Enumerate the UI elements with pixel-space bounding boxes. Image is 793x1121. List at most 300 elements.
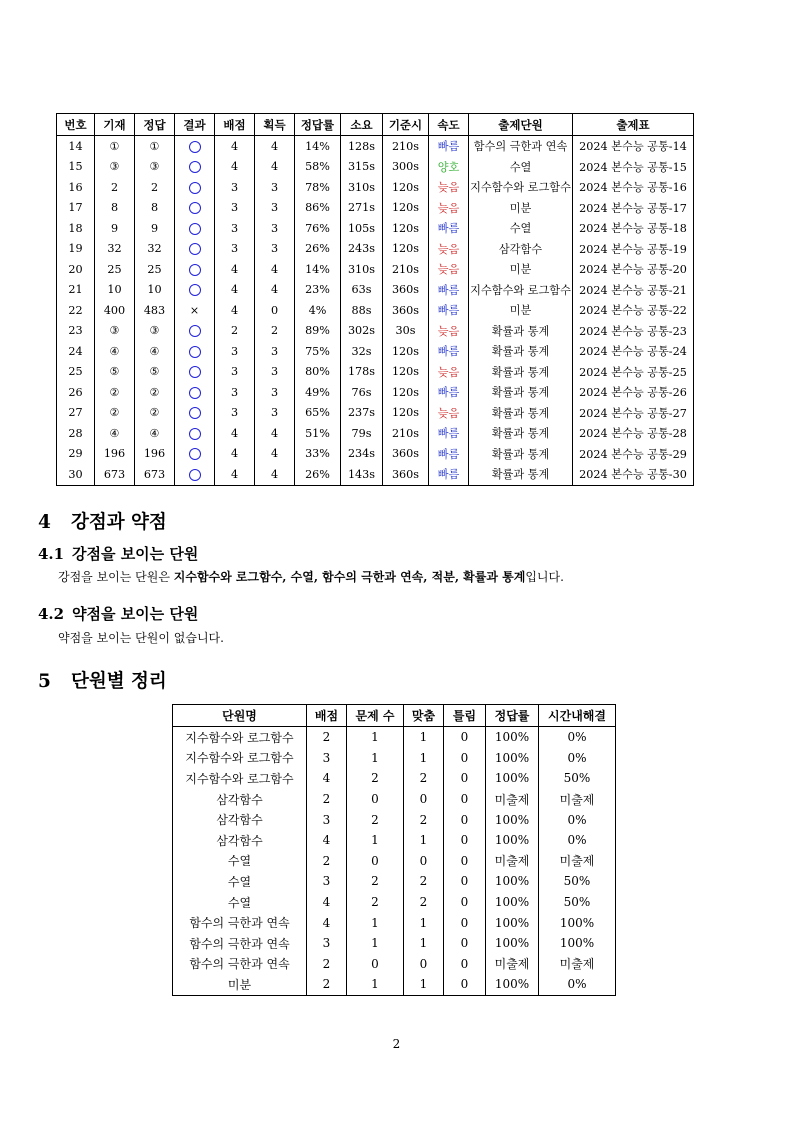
correct-answer: 10 <box>135 280 175 301</box>
points: 4 <box>215 280 255 301</box>
correct-answer: 32 <box>135 239 175 260</box>
correct-circle-icon <box>189 346 201 358</box>
unit-name: 지수함수와 로그함수 <box>173 727 307 748</box>
earned-points: 2 <box>255 321 295 342</box>
time-spent: 76s <box>341 382 383 403</box>
base-time: 210s <box>383 423 429 444</box>
correct-circle-icon <box>189 182 201 194</box>
subsection-number: 4.1 <box>38 545 65 563</box>
time-spent: 88s <box>341 300 383 321</box>
section-5-heading <box>38 667 167 693</box>
problem-number: 17 <box>57 198 95 219</box>
correct-rate: 100% <box>486 871 539 892</box>
unit-name: 확률과 통계 <box>469 341 573 362</box>
question-count: 0 <box>347 789 404 810</box>
result-mark <box>175 136 215 157</box>
source-label: 2024 본수능 공통-15 <box>573 157 694 178</box>
problem-number: 14 <box>57 136 95 157</box>
base-time: 30s <box>383 321 429 342</box>
result-mark <box>175 341 215 362</box>
correct-count: 0 <box>404 954 444 975</box>
wrong-count: 0 <box>444 789 486 810</box>
source-label: 2024 본수능 공통-20 <box>573 259 694 280</box>
points: 3 <box>215 177 255 198</box>
header-cell: 단원명 <box>173 705 307 727</box>
correct-rate: 76% <box>295 218 341 239</box>
problem-number: 30 <box>57 464 95 485</box>
unit-name: 수열 <box>173 851 307 872</box>
problem-number: 23 <box>57 321 95 342</box>
unit-name: 확률과 통계 <box>469 423 573 444</box>
header-cell: 결과 <box>175 114 215 136</box>
time-spent: 63s <box>341 280 383 301</box>
correct-count: 1 <box>404 830 444 851</box>
correct-circle-icon <box>189 141 201 153</box>
in-time-rate: 0% <box>539 748 616 769</box>
points: 2 <box>307 851 347 872</box>
correct-count: 1 <box>404 912 444 933</box>
unit-name: 확률과 통계 <box>469 382 573 403</box>
correct-rate: 100% <box>486 974 539 995</box>
unit-name: 수열 <box>469 218 573 239</box>
speed-label: 늦음 <box>429 321 469 342</box>
correct-circle-icon <box>189 223 201 235</box>
points: 3 <box>215 239 255 260</box>
result-mark <box>175 280 215 301</box>
result-mark <box>175 464 215 485</box>
correct-rate: 51% <box>295 423 341 444</box>
written-answer: ② <box>95 382 135 403</box>
unit-name: 미분 <box>469 198 573 219</box>
base-time: 360s <box>383 300 429 321</box>
header-cell: 출제단원 <box>469 114 573 136</box>
section-title: 단원별 정리 <box>71 671 167 692</box>
speed-label: 빠름 <box>429 423 469 444</box>
units-header-row <box>173 705 616 727</box>
correct-circle-icon <box>189 469 201 481</box>
section-number: 5 <box>38 671 51 692</box>
time-spent: 143s <box>341 464 383 485</box>
unit-name: 확률과 통계 <box>469 362 573 383</box>
table-row <box>173 768 616 789</box>
correct-answer: 8 <box>135 198 175 219</box>
wrong-count: 0 <box>444 768 486 789</box>
question-count: 2 <box>347 871 404 892</box>
source-label: 2024 본수능 공통-26 <box>573 382 694 403</box>
result-mark <box>175 259 215 280</box>
correct-rate: 58% <box>295 157 341 178</box>
in-time-rate: 0% <box>539 727 616 748</box>
earned-points: 3 <box>255 218 295 239</box>
table-row <box>173 809 616 830</box>
written-answer: ④ <box>95 341 135 362</box>
correct-rate: 미출제 <box>486 954 539 975</box>
page-number: 2 <box>392 1037 401 1051</box>
section-title: 강점과 약점 <box>71 512 167 533</box>
correct-count: 2 <box>404 892 444 913</box>
header-cell: 번호 <box>57 114 95 136</box>
base-time: 120s <box>383 218 429 239</box>
points: 2 <box>215 321 255 342</box>
result-mark <box>175 362 215 383</box>
time-spent: 271s <box>341 198 383 219</box>
header-cell: 배점 <box>307 705 347 727</box>
correct-rate: 100% <box>486 748 539 769</box>
earned-points: 3 <box>255 382 295 403</box>
table-row <box>57 259 694 280</box>
correct-rate: 86% <box>295 198 341 219</box>
unit-name: 지수함수와 로그함수 <box>173 748 307 769</box>
correct-answer: 25 <box>135 259 175 280</box>
table-row <box>57 157 694 178</box>
header-cell: 시간내해결 <box>539 705 616 727</box>
time-spent: 302s <box>341 321 383 342</box>
correct-circle-icon <box>189 407 201 419</box>
problem-number: 16 <box>57 177 95 198</box>
source-label: 2024 본수능 공통-23 <box>573 321 694 342</box>
points: 4 <box>307 892 347 913</box>
in-time-rate: 0% <box>539 830 616 851</box>
written-answer: 2 <box>95 177 135 198</box>
base-time: 360s <box>383 280 429 301</box>
question-count: 1 <box>347 974 404 995</box>
table-row <box>57 403 694 424</box>
source-label: 2024 본수능 공통-30 <box>573 464 694 485</box>
correct-answer: ① <box>135 136 175 157</box>
correct-answer: 196 <box>135 444 175 465</box>
speed-label: 빠름 <box>429 444 469 465</box>
points: 4 <box>215 300 255 321</box>
unit-name: 확률과 통계 <box>469 444 573 465</box>
question-count: 1 <box>347 912 404 933</box>
correct-answer: ⑤ <box>135 362 175 383</box>
earned-points: 3 <box>255 177 295 198</box>
correct-rate: 100% <box>486 933 539 954</box>
correct-circle-icon <box>189 284 201 296</box>
correct-circle-icon <box>189 448 201 460</box>
base-time: 120s <box>383 177 429 198</box>
result-mark <box>175 423 215 444</box>
points: 4 <box>215 423 255 444</box>
correct-circle-icon <box>189 428 201 440</box>
correct-rate: 49% <box>295 382 341 403</box>
correct-rate: 33% <box>295 444 341 465</box>
time-spent: 234s <box>341 444 383 465</box>
wrong-count: 0 <box>444 912 486 933</box>
time-spent: 310s <box>341 259 383 280</box>
correct-answer: ④ <box>135 423 175 444</box>
question-count: 1 <box>347 748 404 769</box>
in-time-rate: 미출제 <box>539 789 616 810</box>
problem-number: 21 <box>57 280 95 301</box>
question-count: 1 <box>347 933 404 954</box>
in-time-rate: 50% <box>539 768 616 789</box>
unit-name: 지수함수와 로그함수 <box>173 768 307 789</box>
units-summary-table <box>172 704 616 996</box>
correct-rate: 80% <box>295 362 341 383</box>
correct-count: 0 <box>404 851 444 872</box>
strengths-paragraph <box>58 568 564 585</box>
strengths-prefix: 강점을 보이는 단원은 <box>58 570 174 584</box>
points: 2 <box>307 789 347 810</box>
unit-name: 확률과 통계 <box>469 403 573 424</box>
table-row <box>173 933 616 954</box>
table-row <box>173 871 616 892</box>
written-answer: ④ <box>95 423 135 444</box>
table-row <box>57 423 694 444</box>
result-mark <box>175 321 215 342</box>
points: 4 <box>307 830 347 851</box>
results-table <box>56 113 694 486</box>
unit-name: 함수의 극한과 연속 <box>469 136 573 157</box>
header-cell: 문제 수 <box>347 705 404 727</box>
table-row <box>57 444 694 465</box>
correct-circle-icon <box>189 264 201 276</box>
unit-name: 함수의 극한과 연속 <box>173 954 307 975</box>
points: 3 <box>215 403 255 424</box>
written-answer: ② <box>95 403 135 424</box>
written-answer: ① <box>95 136 135 157</box>
header-cell: 정답률 <box>486 705 539 727</box>
speed-label: 늦음 <box>429 403 469 424</box>
header-cell: 맞춤 <box>404 705 444 727</box>
speed-label: 빠름 <box>429 218 469 239</box>
problem-number: 18 <box>57 218 95 239</box>
source-label: 2024 본수능 공통-17 <box>573 198 694 219</box>
time-spent: 243s <box>341 239 383 260</box>
speed-label: 빠름 <box>429 464 469 485</box>
result-mark <box>175 382 215 403</box>
written-answer: ③ <box>95 321 135 342</box>
problem-number: 19 <box>57 239 95 260</box>
section-number: 4 <box>38 512 51 533</box>
in-time-rate: 50% <box>539 892 616 913</box>
points: 4 <box>215 136 255 157</box>
table-row <box>173 954 616 975</box>
unit-name: 미분 <box>173 974 307 995</box>
correct-rate: 23% <box>295 280 341 301</box>
wrong-count: 0 <box>444 954 486 975</box>
speed-label: 늦음 <box>429 362 469 383</box>
time-spent: 237s <box>341 403 383 424</box>
base-time: 120s <box>383 382 429 403</box>
table-row <box>173 748 616 769</box>
written-answer: 9 <box>95 218 135 239</box>
table-row <box>173 974 616 995</box>
header-cell: 정답 <box>135 114 175 136</box>
time-spent: 178s <box>341 362 383 383</box>
table-row <box>57 198 694 219</box>
source-label: 2024 본수능 공통-24 <box>573 341 694 362</box>
written-answer: 8 <box>95 198 135 219</box>
unit-name: 삼각함수 <box>173 830 307 851</box>
wrong-count: 0 <box>444 830 486 851</box>
header-cell: 속도 <box>429 114 469 136</box>
source-label: 2024 본수능 공통-27 <box>573 403 694 424</box>
points: 3 <box>215 198 255 219</box>
unit-name: 미분 <box>469 259 573 280</box>
points: 3 <box>215 382 255 403</box>
correct-circle-icon <box>189 161 201 173</box>
earned-points: 4 <box>255 136 295 157</box>
unit-name: 함수의 극한과 연속 <box>173 912 307 933</box>
base-time: 120s <box>383 362 429 383</box>
source-label: 2024 본수능 공통-25 <box>573 362 694 383</box>
base-time: 120s <box>383 341 429 362</box>
correct-rate: 미출제 <box>486 789 539 810</box>
unit-name: 확률과 통계 <box>469 464 573 485</box>
unit-name: 삼각함수 <box>173 789 307 810</box>
time-spent: 310s <box>341 177 383 198</box>
unit-name: 확률과 통계 <box>469 321 573 342</box>
strengths-suffix: 입니다. <box>525 570 564 584</box>
problem-number: 29 <box>57 444 95 465</box>
header-cell: 출제표 <box>573 114 694 136</box>
earned-points: 3 <box>255 198 295 219</box>
table-row <box>57 464 694 485</box>
table-row <box>57 382 694 403</box>
subsection-4-2-heading <box>38 603 198 624</box>
earned-points: 4 <box>255 259 295 280</box>
correct-count: 2 <box>404 871 444 892</box>
correct-rate: 14% <box>295 136 341 157</box>
correct-count: 2 <box>404 809 444 830</box>
problem-number: 27 <box>57 403 95 424</box>
base-time: 210s <box>383 136 429 157</box>
correct-rate: 26% <box>295 464 341 485</box>
written-answer: 25 <box>95 259 135 280</box>
header-cell: 획득 <box>255 114 295 136</box>
source-label: 2024 본수능 공통-16 <box>573 177 694 198</box>
correct-answer: 483 <box>135 300 175 321</box>
points: 4 <box>307 912 347 933</box>
source-label: 2024 본수능 공통-19 <box>573 239 694 260</box>
correct-rate: 75% <box>295 341 341 362</box>
speed-label: 늦음 <box>429 259 469 280</box>
time-spent: 79s <box>341 423 383 444</box>
table-row <box>173 789 616 810</box>
wrong-cross-icon: × <box>189 303 200 317</box>
points: 3 <box>307 933 347 954</box>
points: 4 <box>307 768 347 789</box>
in-time-rate: 0% <box>539 974 616 995</box>
result-mark <box>175 403 215 424</box>
in-time-rate: 100% <box>539 933 616 954</box>
speed-label: 빠름 <box>429 280 469 301</box>
earned-points: 0 <box>255 300 295 321</box>
unit-name: 함수의 극한과 연속 <box>173 933 307 954</box>
correct-rate: 78% <box>295 177 341 198</box>
written-answer: ③ <box>95 157 135 178</box>
subsection-4-1-heading <box>38 543 198 564</box>
source-label: 2024 본수능 공통-22 <box>573 300 694 321</box>
source-label: 2024 본수능 공통-18 <box>573 218 694 239</box>
table-row <box>57 321 694 342</box>
problem-number: 20 <box>57 259 95 280</box>
problem-number: 24 <box>57 341 95 362</box>
speed-label: 늦음 <box>429 198 469 219</box>
correct-count: 2 <box>404 768 444 789</box>
source-label: 2024 본수능 공통-28 <box>573 423 694 444</box>
correct-rate: 100% <box>486 830 539 851</box>
points: 3 <box>215 218 255 239</box>
subsection-title: 강점을 보이는 단원 <box>72 545 199 563</box>
result-mark <box>175 218 215 239</box>
points: 3 <box>215 341 255 362</box>
units-body <box>173 727 616 996</box>
wrong-count: 0 <box>444 892 486 913</box>
earned-points: 4 <box>255 157 295 178</box>
base-time: 360s <box>383 444 429 465</box>
unit-name: 수열 <box>173 871 307 892</box>
result-mark <box>175 198 215 219</box>
points: 4 <box>215 464 255 485</box>
correct-answer: ② <box>135 403 175 424</box>
correct-count: 1 <box>404 727 444 748</box>
unit-name: 삼각함수 <box>469 239 573 260</box>
wrong-count: 0 <box>444 727 486 748</box>
correct-answer: ④ <box>135 341 175 362</box>
wrong-count: 0 <box>444 871 486 892</box>
correct-count: 0 <box>404 789 444 810</box>
problem-number: 15 <box>57 157 95 178</box>
unit-name: 수열 <box>173 892 307 913</box>
table-row <box>173 912 616 933</box>
result-mark <box>175 300 215 321</box>
table-row <box>173 892 616 913</box>
problem-number: 26 <box>57 382 95 403</box>
table-row <box>173 830 616 851</box>
correct-answer: 9 <box>135 218 175 239</box>
points: 3 <box>307 748 347 769</box>
table-row <box>173 851 616 872</box>
table-row <box>57 136 694 157</box>
base-time: 120s <box>383 239 429 260</box>
table-row <box>57 300 694 321</box>
correct-rate: 4% <box>295 300 341 321</box>
results-header-row <box>57 114 694 136</box>
table-row <box>57 239 694 260</box>
speed-label: 양호 <box>429 157 469 178</box>
in-time-rate: 미출제 <box>539 851 616 872</box>
correct-rate: 100% <box>486 768 539 789</box>
subsection-title: 약점을 보이는 단원 <box>72 605 199 623</box>
table-row <box>57 341 694 362</box>
written-answer: 196 <box>95 444 135 465</box>
in-time-rate: 미출제 <box>539 954 616 975</box>
question-count: 0 <box>347 954 404 975</box>
points: 2 <box>307 954 347 975</box>
question-count: 1 <box>347 727 404 748</box>
written-answer: 32 <box>95 239 135 260</box>
points: 2 <box>307 974 347 995</box>
correct-rate: 89% <box>295 321 341 342</box>
correct-count: 1 <box>404 748 444 769</box>
section-4-heading <box>38 508 167 534</box>
source-label: 2024 본수능 공통-29 <box>573 444 694 465</box>
points: 4 <box>215 259 255 280</box>
correct-rate: 100% <box>486 912 539 933</box>
correct-circle-icon <box>189 325 201 337</box>
points: 4 <box>215 157 255 178</box>
written-answer: 673 <box>95 464 135 485</box>
speed-label: 늦음 <box>429 177 469 198</box>
points: 3 <box>307 809 347 830</box>
question-count: 2 <box>347 809 404 830</box>
in-time-rate: 50% <box>539 871 616 892</box>
result-mark <box>175 444 215 465</box>
earned-points: 4 <box>255 444 295 465</box>
